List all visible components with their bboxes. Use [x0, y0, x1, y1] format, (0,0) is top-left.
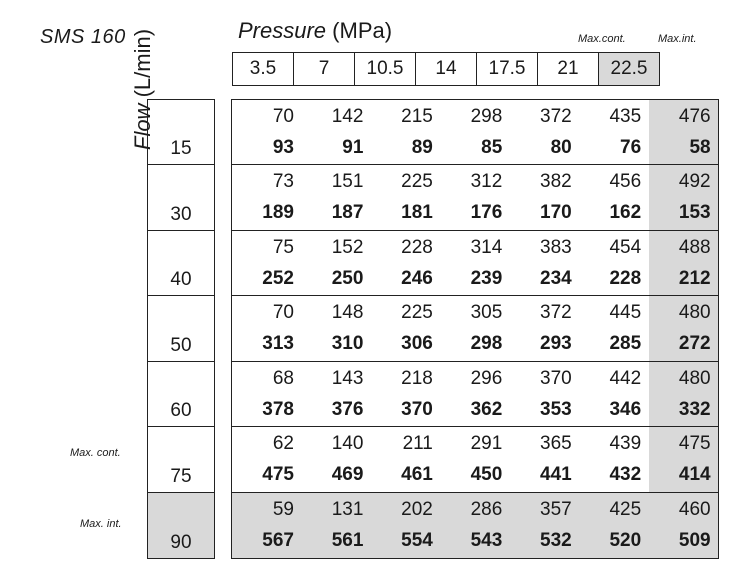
speed-value: 475 [678, 433, 711, 455]
speed-value: 425 [609, 498, 642, 520]
speed-value: 314 [470, 236, 503, 258]
pressure-cell-max-int: 22.5 [599, 53, 660, 86]
pressure-cell: 3.5 [233, 53, 294, 86]
torque-value: 234 [540, 267, 572, 289]
flow-unit: (L/min) [130, 28, 155, 98]
speed-value: 442 [609, 367, 642, 389]
flow-column [147, 99, 215, 559]
speed-value: 68 [272, 367, 294, 389]
speed-value: 73 [272, 171, 294, 193]
speed-value: 435 [609, 106, 642, 127]
speed-value: 488 [678, 236, 711, 258]
speed-value: 372 [540, 106, 572, 127]
max-int-pressure-label: Max.int. [658, 33, 697, 45]
speed-value: 211 [402, 433, 433, 455]
torque-value: 85 [481, 137, 503, 158]
table-row [232, 100, 718, 165]
flow-row-cell [148, 165, 214, 230]
torque-value: 176 [470, 202, 503, 224]
torque-value: 250 [331, 267, 364, 289]
speed-value: 456 [609, 171, 642, 193]
flow-row-cell [148, 231, 214, 296]
speed-value: 460 [678, 498, 711, 520]
torque-value: 170 [540, 202, 572, 224]
torque-value: 362 [470, 398, 503, 420]
torque-value: 293 [540, 333, 572, 355]
table-row [232, 165, 718, 230]
pressure-unit: (MPa) [332, 18, 393, 43]
pressure-cell: 21 [538, 53, 599, 86]
torque-value: 93 [272, 137, 294, 158]
torque-value: 567 [262, 529, 294, 551]
speed-value: 382 [540, 171, 572, 193]
torque-value: 461 [401, 464, 433, 486]
speed-value: 372 [540, 302, 572, 324]
torque-value: 80 [550, 137, 572, 158]
torque-value: 298 [470, 333, 503, 355]
speed-value: 480 [678, 367, 711, 389]
torque-value: 272 [678, 333, 711, 355]
speed-value: 151 [331, 171, 364, 193]
speed-value: 228 [401, 236, 433, 258]
torque-value: 310 [331, 333, 364, 355]
max-int-flow-label: Max. int. [80, 518, 122, 530]
torque-value: 246 [401, 267, 433, 289]
torque-value: 370 [401, 398, 433, 420]
speed-value: 357 [540, 498, 572, 520]
torque-value: 520 [609, 529, 642, 551]
speed-value: 492 [678, 171, 711, 193]
model-title: SMS 160 [40, 26, 126, 48]
torque-value: 239 [470, 267, 503, 289]
torque-value: 189 [262, 202, 294, 224]
flow-value: 15 [170, 138, 192, 160]
flow-value: 90 [170, 532, 192, 553]
flow-row-cell [148, 362, 214, 427]
flow-value: 30 [170, 203, 192, 225]
table-row [232, 296, 718, 361]
torque-value: 332 [678, 398, 711, 420]
torque-value: 378 [262, 398, 294, 420]
speed-value: 312 [470, 171, 503, 193]
torque-value: 509 [678, 529, 711, 551]
torque-value: 306 [401, 333, 433, 355]
table-row [232, 231, 718, 296]
speed-value: 143 [331, 367, 364, 389]
torque-value: 414 [678, 464, 711, 486]
speed-value: 59 [272, 498, 294, 520]
torque-value: 285 [609, 333, 642, 355]
torque-value: 432 [609, 464, 642, 486]
speed-value: 148 [331, 302, 364, 324]
speed-value: 383 [540, 236, 572, 258]
torque-value: 469 [331, 464, 364, 486]
speed-value: 225 [401, 302, 433, 324]
pressure-header-row [232, 52, 660, 86]
speed-value: 370 [540, 367, 572, 389]
speed-value: 291 [470, 433, 503, 455]
flow-row-cell [148, 100, 214, 165]
flow-label: Flow [130, 103, 155, 150]
torque-value: 58 [689, 137, 711, 158]
torque-value: 441 [540, 464, 572, 486]
torque-value: 76 [620, 137, 642, 158]
flow-value: 60 [170, 400, 192, 422]
speed-value: 131 [331, 498, 364, 520]
torque-value: 153 [678, 202, 711, 224]
speed-value: 215 [401, 106, 433, 127]
torque-value: 561 [331, 529, 364, 551]
torque-value: 554 [401, 529, 433, 551]
pressure-cell: 7 [294, 53, 355, 86]
torque-value: 450 [470, 464, 503, 486]
torque-value: 353 [540, 398, 572, 420]
torque-value: 89 [411, 137, 433, 158]
speed-value: 218 [401, 367, 433, 389]
speed-value: 298 [470, 106, 503, 127]
torque-value: 187 [331, 202, 364, 224]
speed-value: 70 [272, 106, 294, 127]
torque-value: 376 [331, 398, 364, 420]
table-row [232, 427, 718, 492]
torque-value: 346 [609, 398, 642, 420]
speed-value: 365 [540, 433, 572, 455]
torque-value: 252 [262, 267, 294, 289]
speed-value: 480 [678, 302, 711, 324]
pressure-cell: 17.5 [477, 53, 538, 86]
speed-value: 152 [331, 236, 364, 258]
speed-value: 439 [609, 433, 642, 455]
speed-value: 296 [470, 367, 503, 389]
torque-value: 313 [262, 333, 294, 355]
pressure-axis-title [238, 18, 392, 44]
torque-value: 212 [678, 267, 711, 289]
flow-row-cell [148, 296, 214, 361]
speed-value: 454 [609, 236, 642, 258]
torque-value: 181 [401, 202, 433, 224]
speed-value: 225 [401, 171, 433, 193]
speed-value: 305 [470, 302, 503, 324]
flow-value: 50 [170, 334, 192, 356]
torque-value: 162 [609, 202, 642, 224]
max-cont-flow-label: Max. cont. [70, 447, 121, 459]
speed-value: 70 [272, 302, 294, 324]
speed-value: 286 [470, 498, 503, 520]
speed-value: 142 [331, 106, 364, 127]
performance-grid [231, 99, 719, 559]
flow-row-cell [148, 427, 214, 492]
torque-value: 543 [470, 529, 503, 551]
speed-value: 140 [331, 433, 364, 455]
speed-value: 445 [609, 302, 642, 324]
torque-value: 91 [342, 137, 364, 158]
pressure-label: Pressure [238, 18, 327, 43]
pressure-cell: 10.5 [355, 53, 416, 86]
torque-value: 475 [262, 464, 294, 486]
max-cont-pressure-label: Max.cont. [578, 33, 626, 45]
flow-value: 75 [170, 465, 192, 487]
table-row [232, 493, 718, 558]
speed-value: 476 [678, 106, 711, 127]
speed-value: 202 [401, 498, 433, 520]
flow-value: 40 [170, 269, 192, 291]
pressure-cell: 14 [416, 53, 477, 86]
torque-value: 532 [540, 529, 572, 551]
speed-value: 62 [272, 433, 294, 455]
flow-row-cell [148, 493, 214, 558]
table-row [232, 362, 718, 427]
torque-value: 228 [609, 267, 642, 289]
speed-value: 75 [272, 236, 294, 258]
